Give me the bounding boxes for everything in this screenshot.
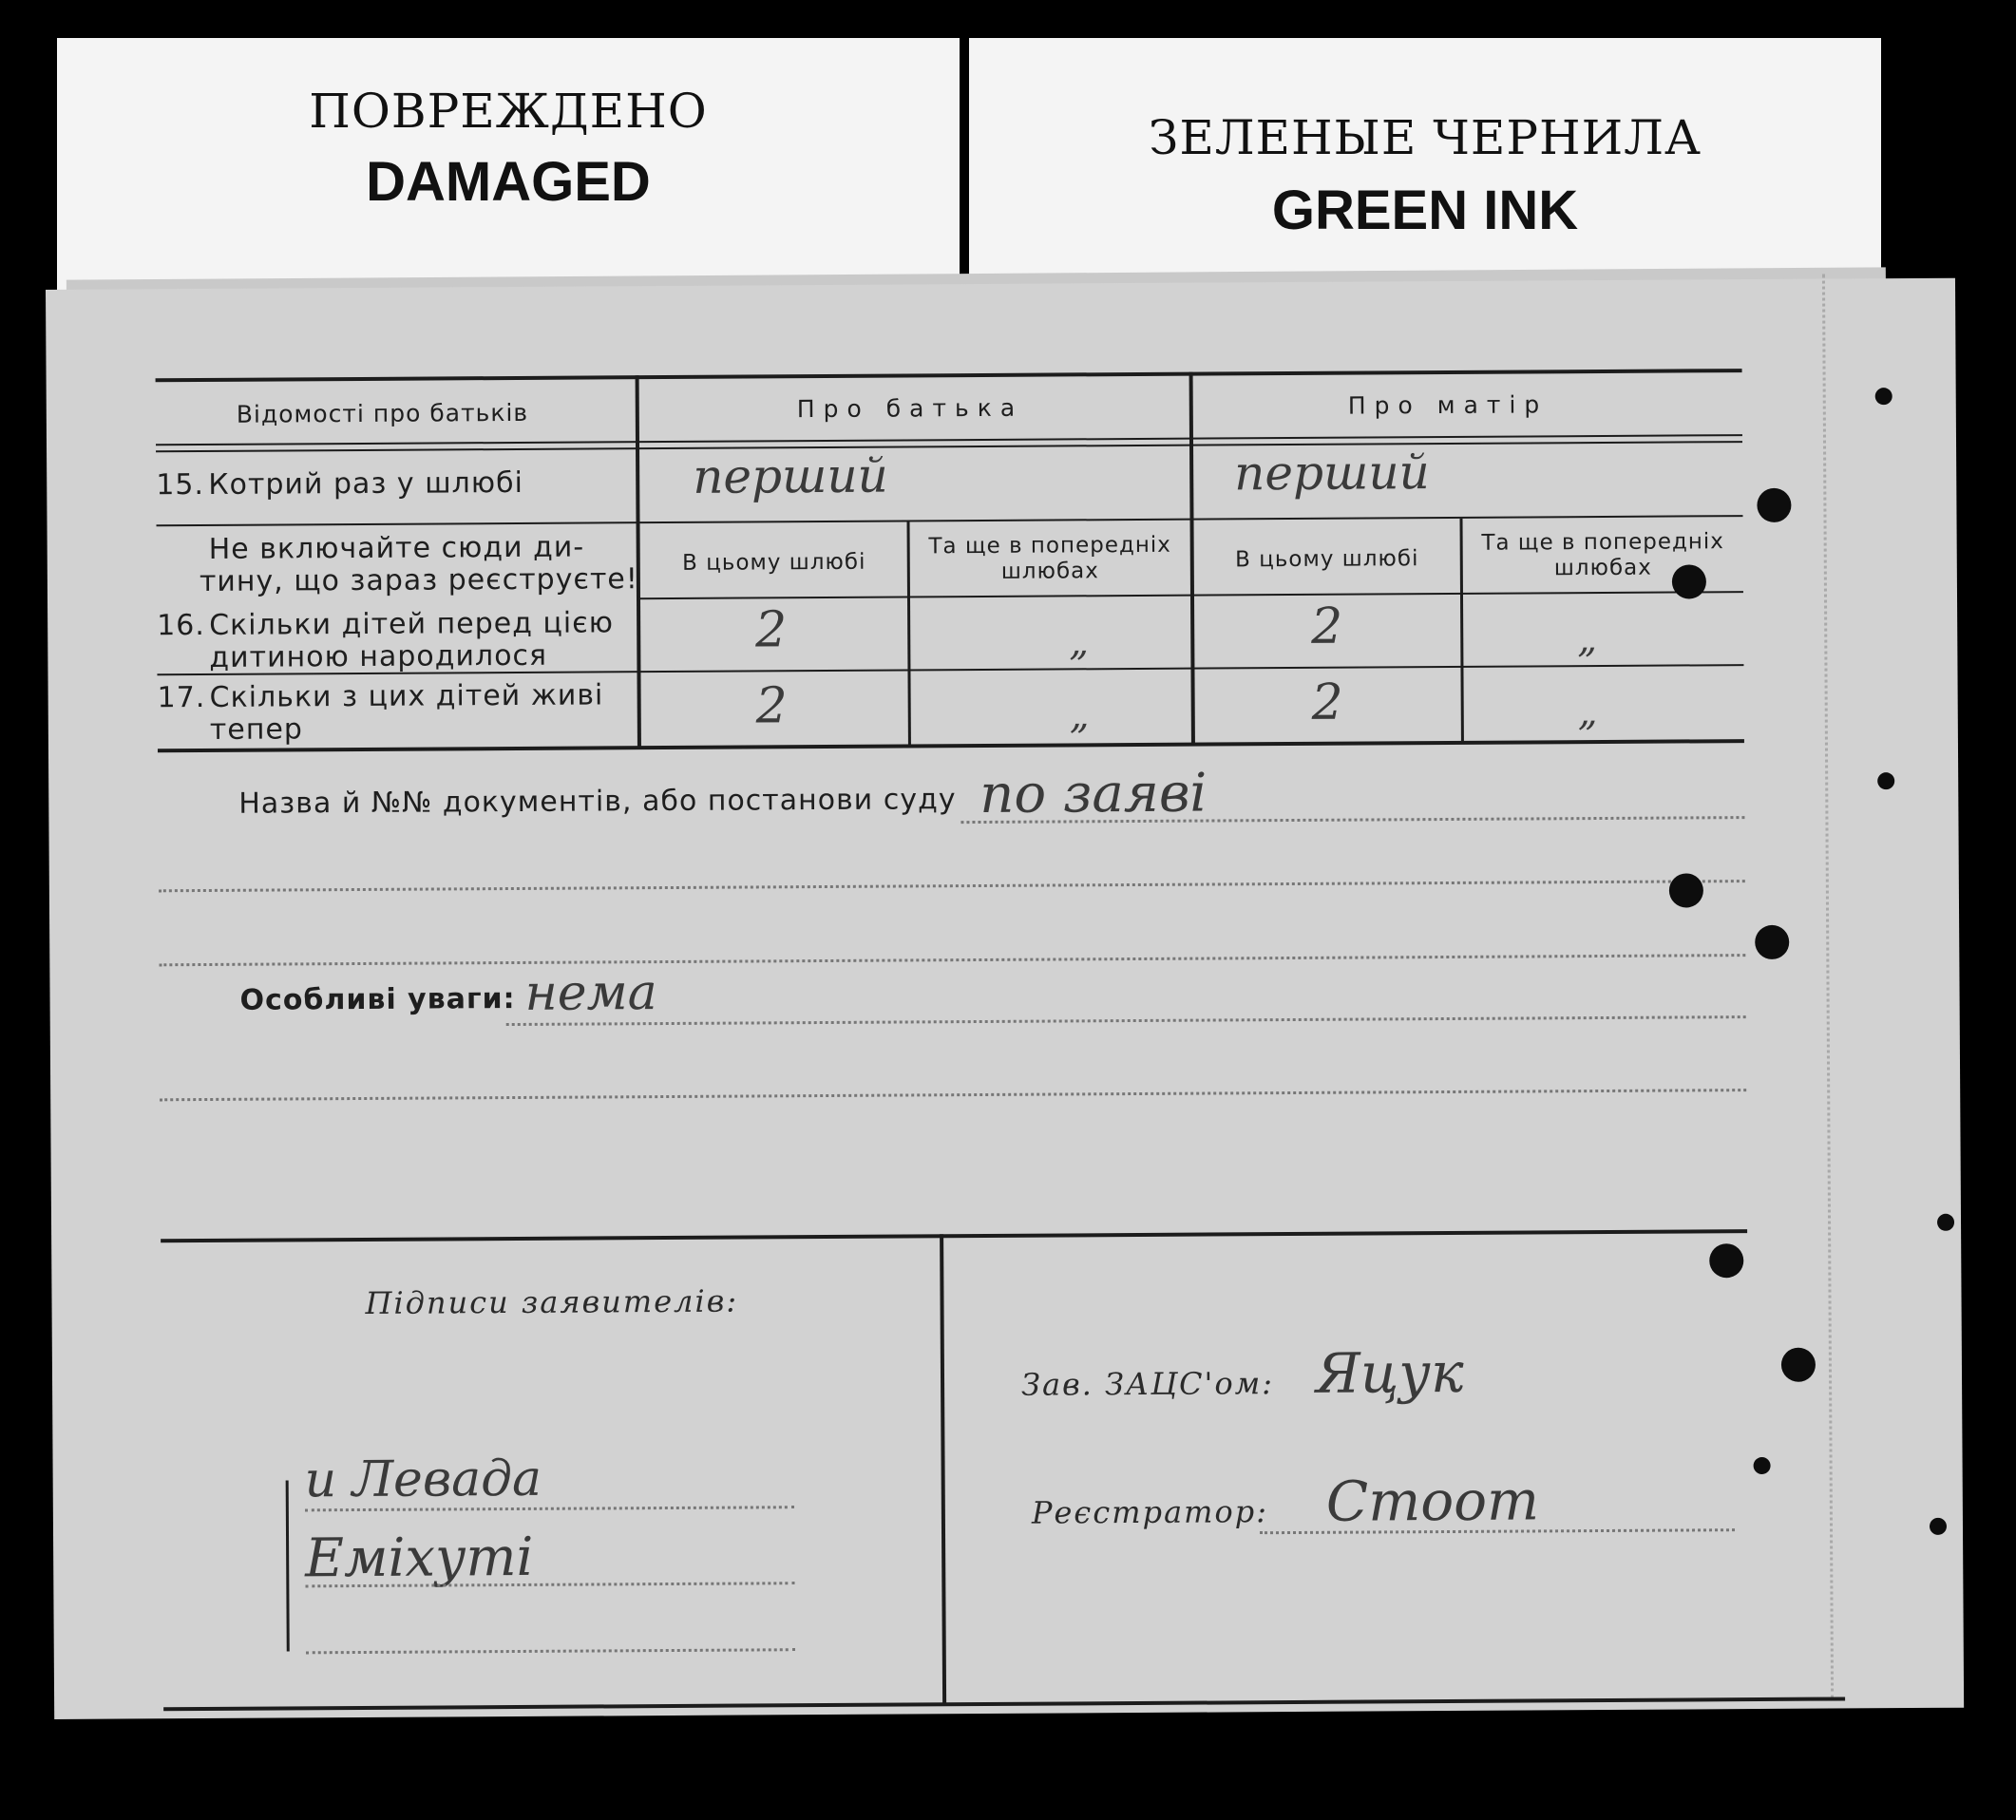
remarks-label: Особливі уваги: <box>239 981 516 1017</box>
row17-number: 17. <box>157 680 206 715</box>
subhead-mother-this: В цьому шлюбі <box>1235 546 1419 573</box>
head-signature: Яцук <box>1315 1339 1464 1406</box>
registrar-label: Реєстратор: <box>1031 1493 1269 1531</box>
subhead-father-prev-2: шлюбах <box>1000 559 1099 584</box>
remarks-value: нема <box>524 964 657 1022</box>
row15-question: Котрий раз у шлюбі <box>208 465 523 502</box>
row17-mother-prev: „ <box>1577 691 1598 735</box>
record-card <box>46 278 1964 1719</box>
applicant-signature-2: Еміхуті <box>304 1526 534 1590</box>
row17-question-1: Скільки з цих дітей живі <box>209 678 604 714</box>
row16-question-1: Скільки дітей перед цією <box>209 606 615 642</box>
damaged-label-en: DAMAGED <box>366 151 651 213</box>
documents-label: Назва й №№ документів, або постанови суду <box>238 783 957 821</box>
row17-father-this: 2 <box>755 677 788 735</box>
row15-mother-value: перший <box>1234 445 1430 502</box>
applicants-label: Підписи заявителів: <box>365 1282 739 1321</box>
green-ink-label-en: GREEN INK <box>1271 180 1579 241</box>
applicant-signature-1: и Левада <box>304 1450 542 1509</box>
subhead-father-prev-1: Та ще в попередніх <box>928 532 1171 559</box>
header-mother: Про матір <box>1347 390 1549 420</box>
green-ink-label <box>969 38 1881 294</box>
note-line2: тину, що зараз реєструєте! <box>199 562 638 599</box>
perforated-edge <box>1822 275 1839 1699</box>
row16-father-this: 2 <box>755 601 788 659</box>
row16-mother-this: 2 <box>1311 597 1343 655</box>
header-parents-info: Відомості про батьків <box>236 398 529 428</box>
green-ink-label-ru: ЗЕЛЕНЫЕ ЧЕРНИЛА <box>1149 110 1702 165</box>
damaged-label <box>57 38 960 294</box>
row16-father-prev: „ <box>1069 620 1090 665</box>
documents-value: по заяві <box>979 762 1208 826</box>
row15-number: 15. <box>156 467 205 502</box>
registrar-signature: Стоот <box>1325 1468 1540 1534</box>
row16-mother-prev: „ <box>1577 617 1598 662</box>
row17-question-2: тепер <box>209 712 303 747</box>
row16-number: 16. <box>157 608 205 643</box>
subhead-father-this: В цьому шлюбі <box>682 549 866 576</box>
header-father: Про батька <box>796 393 1024 424</box>
subhead-mother-prev-1: Та ще в попередніх <box>1481 529 1724 556</box>
row17-mother-this: 2 <box>1311 673 1343 731</box>
damaged-label-ru: ПОВРЕЖДЕНО <box>309 84 708 139</box>
head-label: Зав. ЗАЦС'ом: <box>1020 1365 1275 1403</box>
row15-father-value: перший <box>693 447 888 504</box>
subhead-mother-prev-2: шлюбах <box>1553 555 1652 581</box>
note-line1: Не включайте сюди ди- <box>208 530 585 566</box>
row17-father-prev: „ <box>1069 693 1090 738</box>
row16-question-2: дитиною народилося <box>209 638 548 674</box>
